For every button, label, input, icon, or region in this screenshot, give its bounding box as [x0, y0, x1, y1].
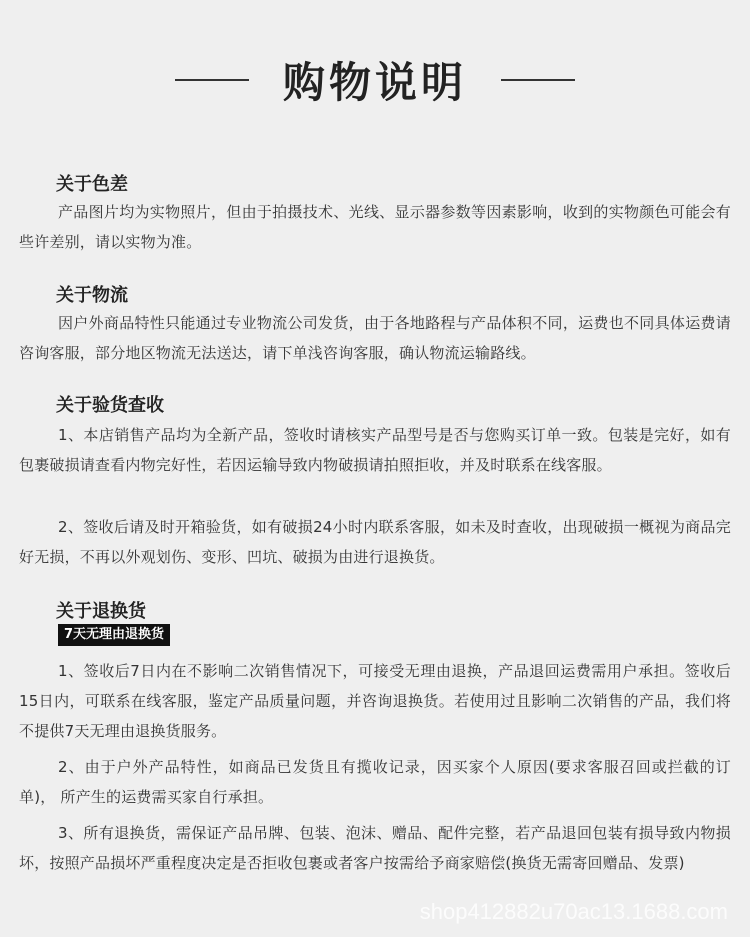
- page-title-row: [0, 50, 750, 110]
- returns-policy-badge: 7天无理由退换货: [58, 624, 170, 646]
- paragraph-inspection-2: 2、签收后请及时开箱验货，如有破损24小时内联系客服，如未及时查收，出现破损一概视为商品完好无损，不再以外观划伤、变形、凹坑、破损为由进行退换货。: [19, 518, 731, 566]
- paragraph-color-difference: 产品图片均为实物照片，但由于拍摄技术、光线、显示器参数等因素影响，收到的实物颜色可能会有些许差别，请以实物为准。: [19, 203, 731, 251]
- section-heading-color-difference: 关于色差: [56, 174, 128, 195]
- page-title: 购物说明: [282, 58, 467, 107]
- title-divider-right: [501, 79, 575, 81]
- paragraph-logistics: 因户外商品特性只能通过专业物流公司发货，由于各地路程与产品体积不同，运费也不同具体运费请咨询客服，部分地区物流无法送达，请下单浅咨询客服，确认物流运输路线。: [19, 314, 731, 362]
- paragraph-inspection-1: 1、本店销售产品均为全新产品，签收时请核实产品型号是否与您购买订单一致。包装是完好，如有包裹破损请查看内物完好性，若因运输导致内物破损请拍照拒收，并及时联系在线客服。: [19, 426, 731, 474]
- paragraph-returns-2: 2、由于户外产品特性，如商品已发货且有揽收记录，因买家个人原因(要求客服召回或拦截的订单)， 所产生的运费需买家自行承担。: [19, 758, 731, 806]
- section-heading-inspection: 关于验货查收: [56, 395, 164, 416]
- paragraph-returns-3: 3、所有退换货，需保证产品吊牌、包装、泡沫、赠品、配件完整，若产品退回包装有损导致内物损坏，按照产品损坏严重程度决定是否拒收包裹或者客户按需给予商家赔偿(换货无需寄回赠品、发票): [19, 824, 731, 872]
- shop-watermark: shop412882u70ac13.1688.com: [419, 899, 728, 924]
- section-heading-logistics: 关于物流: [56, 285, 128, 306]
- section-heading-returns: 关于退换货: [56, 601, 146, 622]
- paragraph-returns-1: 1、签收后7日内在不影响二次销售情况下，可接受无理由退换，产品退回运费需用户承担。签收后15日内，可联系在线客服，鉴定产品质量问题，并咨询退换货。若使用过且影响二次销售的产品，我们将不提供7天无理由退换货服务。: [19, 662, 731, 740]
- title-divider-left: [175, 79, 249, 81]
